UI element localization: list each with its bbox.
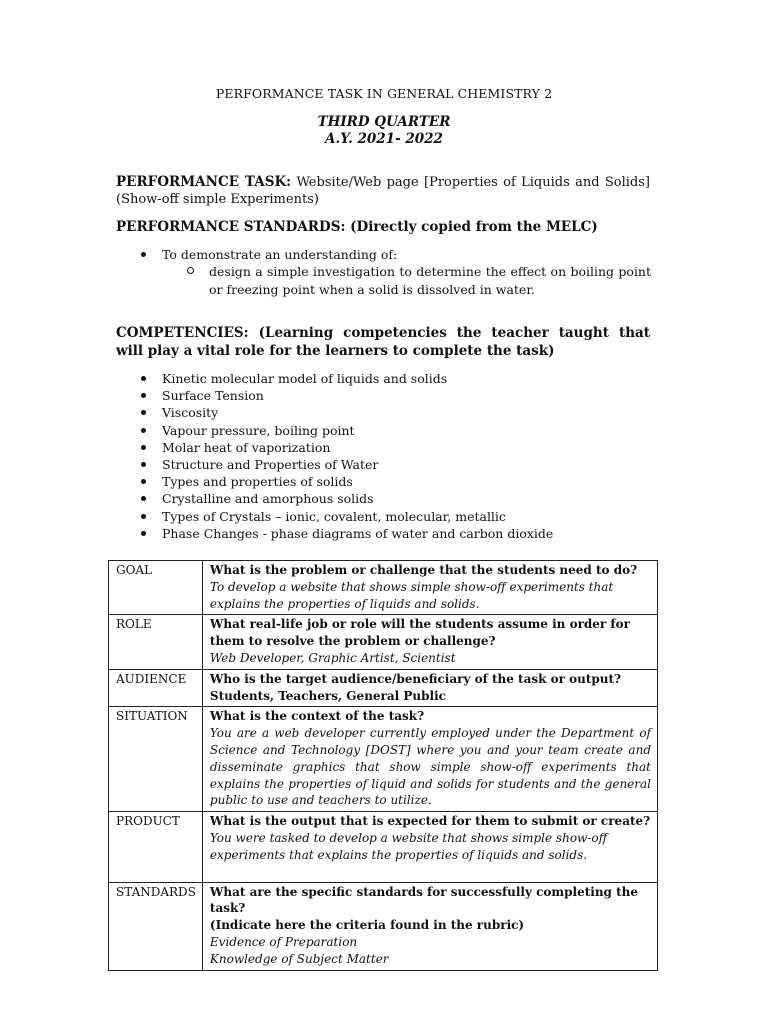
list-item: Molar heat of vaporization: [138, 439, 553, 456]
role-label: ROLE: [109, 615, 203, 669]
goal-answer: To develop a website that shows simple show-off experiments that explains the properties of liquids and solids.: [209, 579, 614, 611]
situation-cell: [202, 707, 657, 812]
standards-sub-item: design a simple investigation to determine the effect on boiling point or freezing point when a solid is dissolved in water.: [185, 263, 651, 298]
product-label: PRODUCT: [109, 812, 203, 882]
goal-question: What is the problem or challenge that the students need to do?: [209, 563, 638, 577]
academic-year: A.Y. 2021- 2022: [325, 131, 443, 147]
product-answer: You were tasked to develop a website that shows simple show-off experiments that explains the properties of liquids and solids.: [209, 830, 608, 862]
bullet-icon: [141, 496, 146, 501]
bullet-icon: [141, 462, 146, 467]
quarter-heading: THIRD QUARTER: [317, 114, 451, 130]
table-row: [109, 669, 658, 707]
bullet-icon: [141, 531, 146, 536]
product-cell: [202, 812, 657, 882]
standards-cell: [202, 882, 657, 970]
performance-task-label: PERFORMANCE TASK:: [116, 174, 292, 190]
list-item: Viscosity: [138, 404, 553, 421]
bullet-icon: [141, 252, 146, 257]
performance-task-paragraph: [116, 174, 650, 208]
performance-task-text: Website/Web page [Properties of Liquids and Solids] (Show-off simple Experiments): [116, 175, 650, 207]
situation-answer: You are a web developer currently employed under the Department of Science and Technology [DOST] where you and your team create and disseminate graphics that show simple show-off experiments that explains the properties of liquid and solids for students and the general public to use and teachers to utilize.: [209, 726, 651, 808]
list-item: Vapour pressure, boiling point: [138, 422, 553, 439]
role-cell: [202, 615, 657, 669]
competencies-heading: COMPETENCIES: (Learning competencies the teacher taught that will play a vital role for the learners to complete the task): [116, 325, 650, 359]
competencies-list: [138, 370, 553, 542]
list-item: Surface Tension: [138, 387, 553, 404]
bullet-icon: [141, 428, 146, 433]
audience-answer: Students, Teachers, General Public: [209, 688, 446, 703]
list-item: Crystalline and amorphous solids: [138, 490, 553, 507]
standards-list: [138, 246, 397, 263]
role-answer: Web Developer, Graphic Artist, Scientist: [209, 650, 456, 665]
bullet-icon: [141, 410, 146, 415]
bullet-icon: [141, 445, 146, 450]
list-item: Structure and Properties of Water: [138, 456, 553, 473]
standards-question: What are the specific standards for successfully completing the task?: [209, 884, 639, 916]
performance-standards-heading: PERFORMANCE STANDARDS: (Directly copied from the MELC): [116, 219, 598, 235]
table-row: [109, 882, 658, 970]
situation-question: What is the context of the task?: [209, 709, 425, 724]
list-item: Phase Changes - phase diagrams of water and carbon dioxide: [138, 525, 553, 542]
standards-label: STANDARDS: [109, 882, 203, 970]
audience-question: Who is the target audience/beneficiary of the task or output?: [209, 671, 622, 686]
table-row: [109, 707, 658, 812]
audience-label: AUDIENCE: [109, 669, 203, 707]
list-item: To demonstrate an understanding of:: [138, 246, 397, 263]
standards-answer-1: Evidence of Preparation: [209, 934, 358, 949]
bullet-icon: [141, 376, 146, 381]
table-row: [109, 615, 658, 669]
list-item: Kinetic molecular model of liquids and solids: [138, 370, 553, 387]
situation-label: SITUATION: [109, 707, 203, 812]
standards-question-note: (Indicate here the criteria found in the rubric): [209, 918, 525, 933]
bullet-icon: [141, 479, 146, 484]
audience-cell: [202, 669, 657, 707]
bullet-icon: [141, 514, 146, 519]
list-item: Types of Crystals – ionic, covalent, molecular, metallic: [138, 508, 553, 525]
bullet-icon: [141, 393, 146, 398]
document-title: PERFORMANCE TASK IN GENERAL CHEMISTRY 2: [215, 86, 553, 101]
list-item: Types and properties of solids: [138, 473, 553, 490]
role-question: What real-life job or role will the students assume in order for them to resolve the problem or challenge?: [209, 617, 630, 649]
product-question: What is the output that is expected for them to submit or create?: [209, 814, 651, 829]
circle-bullet-icon: [187, 267, 194, 274]
table-row: [109, 561, 658, 615]
standards-answer-2: Knowledge of Subject Matter: [209, 951, 389, 966]
grasps-table: [108, 560, 658, 971]
table-row: [109, 812, 658, 882]
goal-cell: [202, 561, 657, 615]
goal-label: GOAL: [109, 561, 203, 615]
